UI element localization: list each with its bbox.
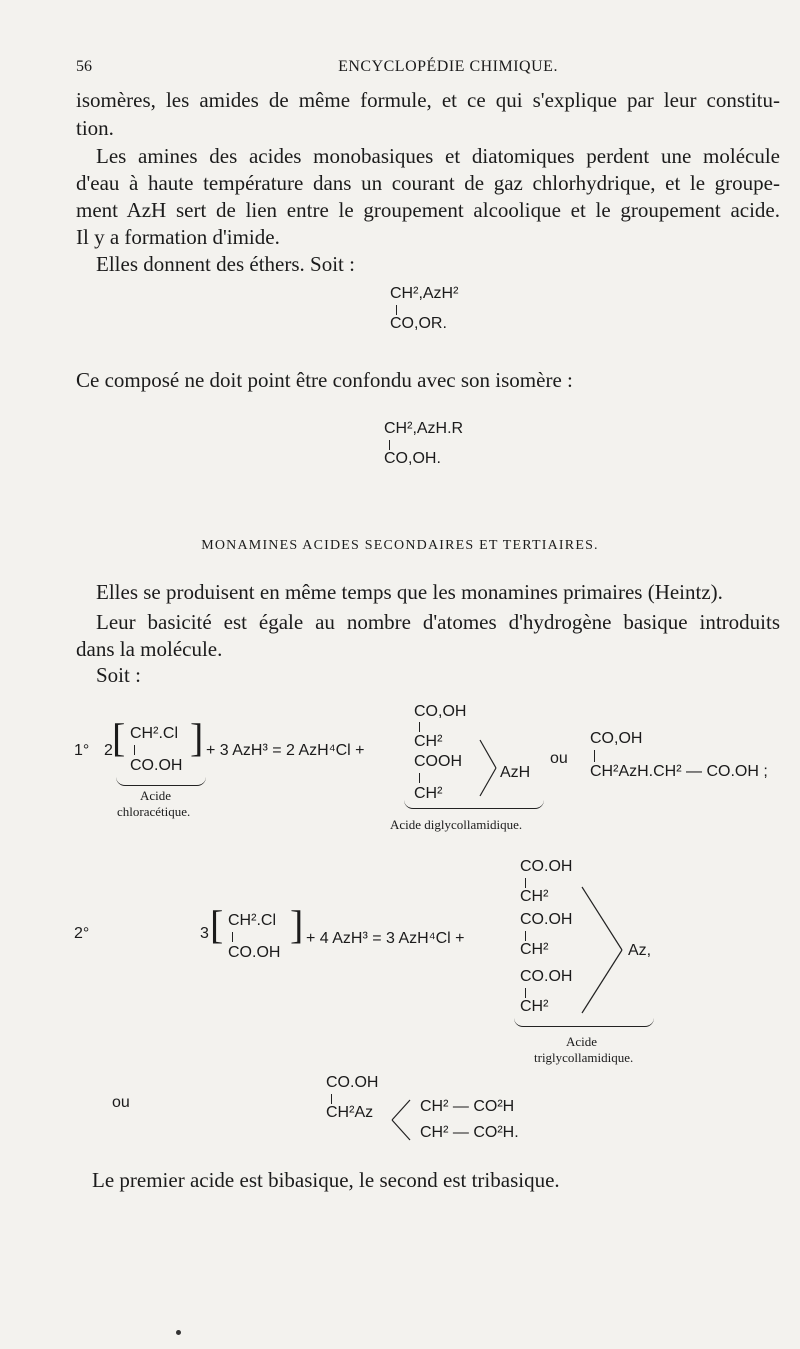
brace (116, 777, 206, 786)
ink-dot (176, 1330, 181, 1335)
reagent-bottom: CO.OH (130, 757, 183, 774)
product-part: CH² (414, 785, 443, 802)
product-part: CH² (520, 941, 549, 958)
reagent-top: CH².Cl (228, 912, 276, 929)
product-part: AzH (500, 764, 531, 781)
paragraph-line: dans la molécule. (76, 637, 223, 661)
label: chloracétique. (117, 804, 191, 819)
paragraph-line: Elles donnent des éthers. Soit : (96, 252, 355, 276)
or-word: ou (550, 750, 568, 767)
paragraph-line: tion. (76, 116, 114, 140)
brace (514, 1018, 654, 1027)
product-part: CO.OH (520, 911, 573, 928)
alternative-top: CO,OH (590, 730, 643, 747)
paragraph-line: Le premier acide est bibasique, le second est tribasique. (92, 1168, 560, 1192)
left-bracket: [ (210, 902, 224, 947)
bond-branch (478, 738, 500, 798)
bond-line (525, 878, 526, 888)
paragraph-line: Ce composé ne doit point être confondu avec son isomère : (76, 368, 573, 392)
coefficient: 3 (200, 925, 209, 942)
bond-line (134, 745, 135, 755)
bond-line (525, 988, 526, 998)
label: Acide diglycollamidique. (390, 817, 523, 832)
product-part: CO,OH (414, 703, 467, 720)
product-part: CH² (414, 733, 443, 750)
paragraph-line: d'eau à haute température dans un courant de gaz chlorhydrique, et le groupe- (76, 171, 780, 195)
reagent-bottom: CO.OH (228, 944, 281, 961)
product-part: Az, (628, 942, 652, 959)
bond-line (331, 1094, 332, 1104)
or-word: ou (112, 1094, 130, 1111)
product-part: CO.OH (520, 968, 573, 985)
section-title: MONAMINES ACIDES SECONDAIRES ET TERTIAIRES. (201, 538, 599, 553)
bond-line (419, 722, 420, 732)
bond-branch (580, 885, 630, 1015)
page-header (76, 58, 780, 82)
bond-line (525, 931, 526, 941)
coefficient: 2 (104, 742, 113, 759)
branch-top: CH² — CO²H (420, 1098, 515, 1115)
paragraph-line: Il y a formation d'imide. (76, 225, 280, 249)
equation-number: 1° (74, 742, 90, 759)
product-part: COOH (414, 753, 462, 770)
alternative-bottom: CH²AzH.CH² — CO.OH ; (590, 763, 768, 780)
isomer-formula-top: CH²,AzH.R (384, 420, 464, 437)
product-part: CO.OH (520, 858, 573, 875)
product-part: CH² (520, 888, 549, 905)
bond-line (389, 440, 390, 450)
bond-line (396, 305, 397, 315)
product-part: CH² (520, 998, 549, 1015)
right-bracket: ] (190, 715, 204, 760)
ether-formula-top: CH²,AzH² (390, 285, 459, 302)
bond-line (419, 773, 420, 783)
formula-top: CO.OH (326, 1074, 379, 1091)
reagent-top: CH².Cl (130, 725, 178, 742)
paragraph-line: ment AzH sert de lien entre le groupement alcoolique et le groupement acide. (76, 198, 780, 222)
brace (404, 800, 544, 809)
paragraph-line: isomères, les amides de même formule, et ce qui s'explique par leur constitu- (76, 88, 780, 112)
formula-left: CH²Az (326, 1104, 374, 1121)
label: Acide (140, 788, 172, 803)
page-number: 56 (76, 58, 92, 75)
label: triglycollamidique. (534, 1050, 634, 1065)
isomer-formula-bottom: CO,OH. (384, 450, 441, 467)
bond-branch (390, 1098, 412, 1142)
paragraph-line: Elles se produisent en même temps que les monamines primaires (Heintz). (96, 580, 723, 604)
equation-middle: + 4 AzH³ = 3 AzH⁴Cl + (306, 930, 465, 947)
bond-line (232, 932, 233, 942)
ether-formula-bottom: CO,OR. (390, 315, 447, 332)
equation-middle: + 3 AzH³ = 2 AzH⁴Cl + (206, 742, 365, 759)
paragraph-line: Leur basicité est égale au nombre d'atomes d'hydrogène basique introduits (96, 610, 780, 634)
paragraph-line: Soit : (96, 663, 141, 687)
branch-bottom: CH² — CO²H. (420, 1124, 519, 1141)
paragraph-line: Les amines des acides monobasiques et diatomiques perdent une molécule (96, 144, 780, 168)
bond-line (594, 750, 595, 762)
label: Acide (566, 1034, 598, 1049)
equation-number: 2° (74, 925, 90, 942)
left-bracket: [ (112, 715, 126, 760)
running-title: ENCYCLOPÉDIE CHIMIQUE. (338, 58, 558, 75)
right-bracket: ] (290, 902, 304, 947)
